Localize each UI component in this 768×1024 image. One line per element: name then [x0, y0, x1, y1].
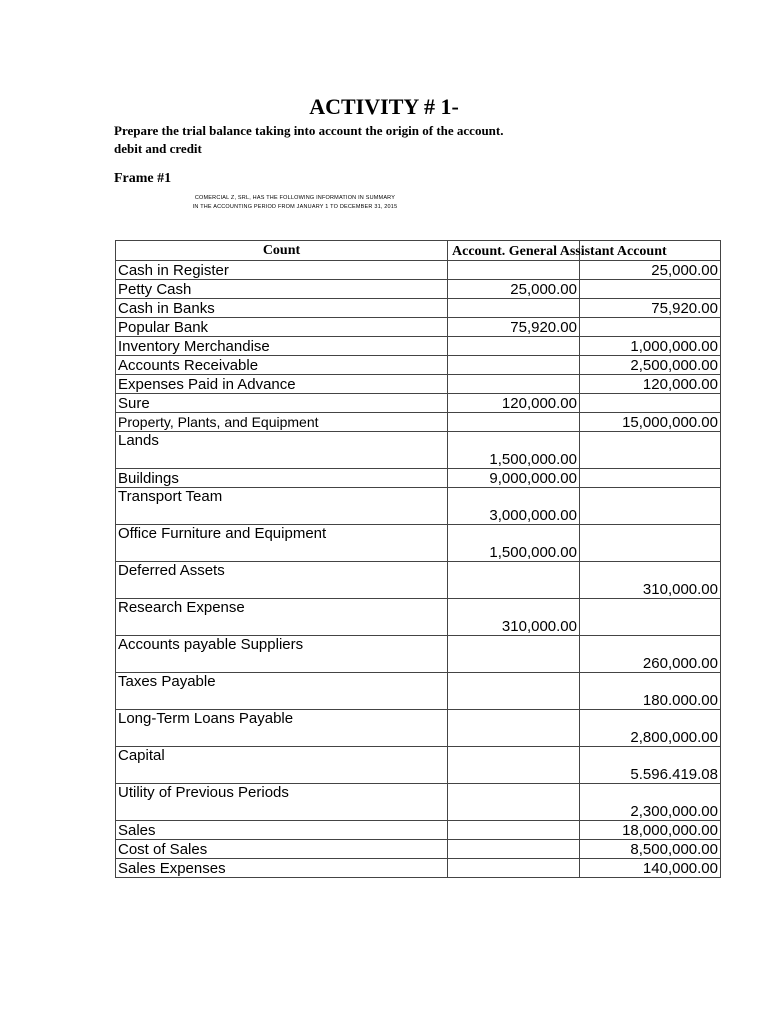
cell-assistant: 260,000.00	[580, 636, 721, 673]
header-count: Count	[116, 241, 448, 261]
cell-assistant: 2,500,000.00	[580, 356, 721, 375]
table-row	[116, 261, 721, 280]
cell-assistant: 1,000,000.00	[580, 337, 721, 356]
trial-balance-table	[115, 240, 721, 878]
cell-count: Lands	[116, 432, 448, 469]
table-row	[116, 432, 721, 469]
page-title: ACTIVITY # 1-	[309, 94, 459, 119]
cell-count: Office Furniture and Equipment	[116, 525, 448, 562]
cell-general: 1,500,000.00	[448, 525, 580, 562]
company-note	[0, 194, 590, 212]
cell-general	[448, 821, 580, 840]
table-row	[116, 747, 721, 784]
cell-assistant	[580, 469, 721, 488]
cell-general	[448, 784, 580, 821]
table-row	[116, 525, 721, 562]
cell-assistant	[580, 394, 721, 413]
table-row	[116, 413, 721, 432]
cell-general: 75,920.00	[448, 318, 580, 337]
cell-assistant: 8,500,000.00	[580, 840, 721, 859]
cell-assistant: 2,300,000.00	[580, 784, 721, 821]
cell-count: Deferred Assets	[116, 562, 448, 599]
table-row	[116, 840, 721, 859]
table-row	[116, 821, 721, 840]
cell-general: 120,000.00	[448, 394, 580, 413]
cell-count: Buildings	[116, 469, 448, 488]
table-row	[116, 394, 721, 413]
cell-general	[448, 337, 580, 356]
cell-general: 3,000,000.00	[448, 488, 580, 525]
cell-general	[448, 636, 580, 673]
cell-general	[448, 673, 580, 710]
cell-general	[448, 562, 580, 599]
cell-count: Sure	[116, 394, 448, 413]
table-row	[116, 784, 721, 821]
table-row	[116, 562, 721, 599]
header-general-account	[448, 241, 667, 261]
cell-general	[448, 375, 580, 394]
cell-count: Popular Bank	[116, 318, 448, 337]
cell-count: Taxes Payable	[116, 673, 448, 710]
table-row	[116, 375, 721, 394]
cell-assistant: 180.000.00	[580, 673, 721, 710]
cell-general	[448, 710, 580, 747]
table-row	[116, 488, 721, 525]
cell-assistant	[580, 488, 721, 525]
cell-count: Property, Plants, and Equipment	[116, 413, 448, 432]
cell-count: Expenses Paid in Advance	[116, 375, 448, 394]
cell-count: Transport Team	[116, 488, 448, 525]
cell-general	[448, 261, 580, 280]
cell-assistant	[580, 318, 721, 337]
cell-count: Sales	[116, 821, 448, 840]
company-note-line-2: IN THE ACCOUNTING PERIOD FROM JANUARY 1 TO DECEMBER 31, 2015	[192, 204, 398, 210]
table-row	[116, 710, 721, 747]
table-row	[116, 280, 721, 299]
cell-assistant: 18,000,000.00	[580, 821, 721, 840]
cell-count: Capital	[116, 747, 448, 784]
table-row	[116, 859, 721, 878]
cell-assistant: 2,800,000.00	[580, 710, 721, 747]
table-row	[116, 356, 721, 375]
header-general-account-label: Account. General Assistant Account	[452, 244, 667, 259]
cell-general: 9,000,000.00	[448, 469, 580, 488]
cell-count: Inventory Merchandise	[116, 337, 448, 356]
cell-count: Cash in Register	[116, 261, 448, 280]
cell-count: Sales Expenses	[116, 859, 448, 878]
cell-general: 310,000.00	[448, 599, 580, 636]
cell-assistant	[580, 599, 721, 636]
cell-assistant: 15,000,000.00	[580, 413, 721, 432]
cell-assistant: 5.596.419.08	[580, 747, 721, 784]
cell-assistant: 25,000.00	[580, 261, 721, 280]
instructions-line-1: Prepare the trial balance taking into account the origin of the account.	[114, 123, 504, 138]
table-row	[116, 469, 721, 488]
cell-general	[448, 859, 580, 878]
cell-count: Research Expense	[116, 599, 448, 636]
cell-assistant: 310,000.00	[580, 562, 721, 599]
cell-assistant: 120,000.00	[580, 375, 721, 394]
cell-general	[448, 747, 580, 784]
table-row	[116, 599, 721, 636]
cell-count: Long-Term Loans Payable	[116, 710, 448, 747]
cell-assistant: 140,000.00	[580, 859, 721, 878]
table-row	[116, 673, 721, 710]
cell-general	[448, 299, 580, 318]
cell-count: Utility of Previous Periods	[116, 784, 448, 821]
cell-assistant: 75,920.00	[580, 299, 721, 318]
cell-general: 25,000.00	[448, 280, 580, 299]
instructions	[114, 122, 634, 158]
cell-general: 1,500,000.00	[448, 432, 580, 469]
cell-count: Cost of Sales	[116, 840, 448, 859]
instructions-line-2: debit and credit	[114, 141, 202, 156]
cell-general	[448, 413, 580, 432]
cell-count: Accounts Receivable	[116, 356, 448, 375]
cell-count: Petty Cash	[116, 280, 448, 299]
cell-general	[448, 840, 580, 859]
table-row	[116, 337, 721, 356]
table-row	[116, 299, 721, 318]
cell-count: Cash in Banks	[116, 299, 448, 318]
table-row	[116, 318, 721, 337]
table-row	[116, 636, 721, 673]
table-header-row	[116, 241, 721, 261]
cell-assistant	[580, 432, 721, 469]
frame-label: Frame #1	[114, 171, 172, 186]
cell-assistant	[580, 525, 721, 562]
company-note-line-1: COMERCIAL Z, SRL, HAS THE FOLLOWING INFORMATION IN SUMMARY	[194, 195, 396, 201]
cell-assistant	[580, 280, 721, 299]
cell-count: Accounts payable Suppliers	[116, 636, 448, 673]
cell-general	[448, 356, 580, 375]
